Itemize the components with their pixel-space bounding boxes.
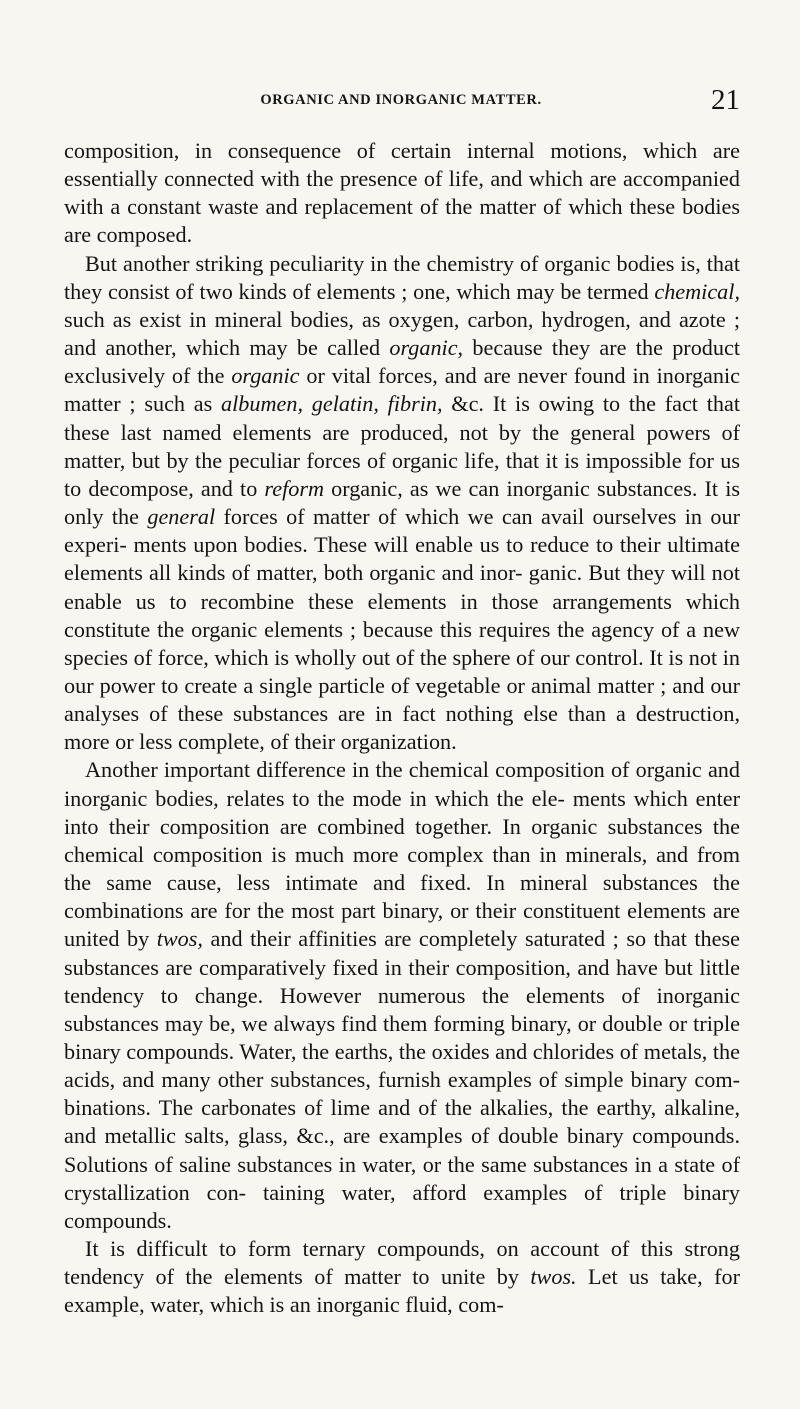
italic-term: chemical, <box>654 278 740 304</box>
running-head-title: ORGANIC AND INORGANIC MATTER. <box>260 92 542 108</box>
text-run: Another important difference in the chemical composition of organic and inorganic bodies, relates to the mode in which the ele- ments which enter into their composition are combined together. In organic substances the chemical composition is much more complex than in minerals, and from the same cause, less intimate and fixed. In mineral substances the combinations are for the most part binary, or their constituent elements are united by <box>64 757 740 952</box>
italic-term: organic <box>231 363 300 389</box>
italic-term: general <box>147 504 216 530</box>
italic-term: twos. <box>530 1264 577 1290</box>
text-run: forces of matter of which we can avail ourselves in our experi- ments upon bodies. These will enable us to reduce to their ultimate elements all kinds of matter, both organic and inor- ganic. But they will not enable us to recombine these elements in those arrangements which constitute the organic elements ; because this requires the agency of a new species of force, which is wholly out of the sphere of our control. It is not in our power to create a single particle of vegetable or animal matter ; and our analyses of these substances are in fact nothing else than a destruction, more or less complete, of their organization. <box>64 504 740 755</box>
text-run: But another striking peculiarity in the chemistry of organic bodies is, that they consist of two kinds of elements ; one, which may be termed <box>64 250 740 304</box>
page-number: 21 <box>711 84 740 116</box>
text-run: It is difficult to form ternary compounds, on account of this strong tendency of the elements of matter to unite by <box>64 1236 740 1290</box>
text-run: because they are the product exclusively of the <box>64 335 740 389</box>
text-run: or vital forces, and are never found in inorganic matter ; such as <box>64 363 740 417</box>
running-head <box>62 86 740 120</box>
text-run: &c. It is owing to the fact that these last named elements are produced, not by the general powers of matter, but by the peculiar forces of organic life, that it is impossible for us to decompose, and to <box>64 391 740 501</box>
text-run: Let us take, for example, water, which is an inorganic fluid, com- <box>64 1264 740 1318</box>
italic-term: albumen, gelatin, fibrin, <box>221 391 443 417</box>
text-run: such as exist in mineral bodies, as oxygen, carbon, hydrogen, and azote ; and another, which may be called <box>64 306 740 361</box>
italic-term: twos, <box>156 926 203 952</box>
italic-term: organic, <box>389 335 464 361</box>
italic-term: reform <box>264 475 324 501</box>
paragraph <box>64 137 740 250</box>
text-run: composition, in consequence of certain internal motions, which are essentially connected with the presence of life, and which are accompanied with a constant waste and replacement of the matter of which these bodies are composed. <box>64 138 740 248</box>
body-text <box>64 137 740 1320</box>
text-run: organic, as we can inorganic substances. It is only the <box>64 475 740 530</box>
paragraph <box>64 250 740 757</box>
paragraph <box>64 756 740 1235</box>
text-run: and their affinities are completely saturated ; so that these substances are comparatively fixed in their composition, and have but little tendency to change. However numerous the elements of inorganic substances may be, we always find them forming binary, or double or triple binary compounds. Water, the earths, the oxides and chlorides of metals, the acids, and many other substances, furnish examples of simple binary com- binations. The carbonates of lime and of the alkalies, the earthy, alkaline, and metallic salts, glass, &c., are examples of double binary compounds. Solutions of saline substances in water, or the same substances in a state of crystallization con- taining water, afford examples of triple binary compounds. <box>64 926 740 1233</box>
paragraph <box>64 1235 740 1319</box>
